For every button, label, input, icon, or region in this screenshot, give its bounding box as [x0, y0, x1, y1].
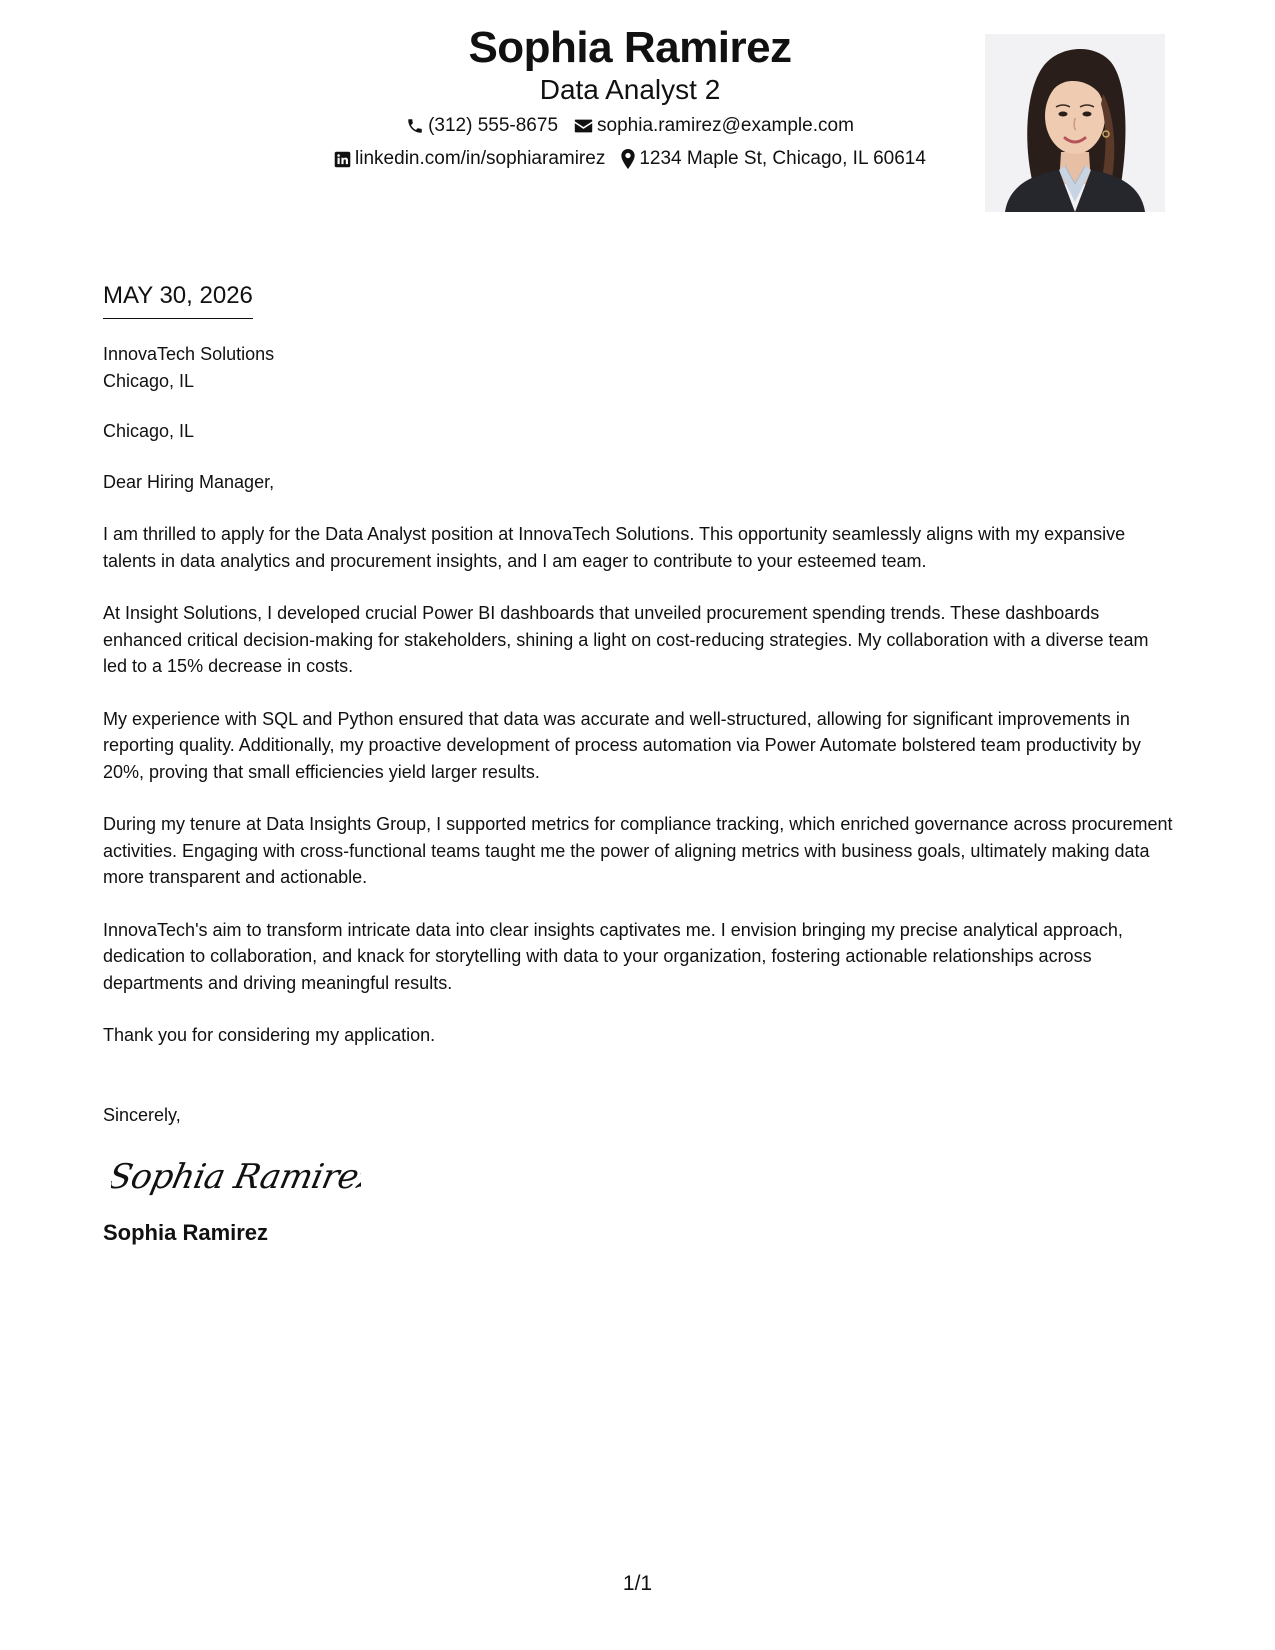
- profile-photo: [985, 34, 1165, 212]
- job-title: Data Analyst 2: [539, 74, 721, 105]
- body-paragraph: I am thrilled to apply for the Data Analyst position at InnovaTech Solutions. This opportunity seamlessly aligns with my expansive talents in data analytics and procurement insights, and I am eager to contribute to your esteemed team.: [103, 524, 1126, 571]
- recipient-location: Chicago, IL: [103, 370, 195, 391]
- letter-date: MAY 30, 2026: [103, 280, 253, 319]
- phone-text: (312) 555-8675: [428, 115, 559, 136]
- recipient-block: [103, 341, 1173, 445]
- closing: Sincerely,: [103, 1104, 181, 1125]
- email-text[interactable]: sophia.ramirez@example.com: [597, 115, 854, 136]
- thanks-line: Thank you for considering my application.: [103, 1025, 436, 1045]
- contact-row: [230, 147, 1030, 171]
- linkedin-text[interactable]: linkedin.com/in/sophiaramirez: [355, 148, 606, 169]
- page-number: 1/1: [622, 1572, 653, 1595]
- address-text: 1234 Maple St, Chicago, IL 60614: [639, 148, 926, 169]
- contact-address: [621, 147, 926, 171]
- contact-email[interactable]: [574, 114, 854, 138]
- body-paragraph: My experience with SQL and Python ensured that data was accurate and well-structured, allowing for significant improvements in reporting quality. Additionally, my proactive development of process automation via Power Automate bolstered team productivity by 20%, proving that small efficiencies yield larger results.: [103, 708, 1141, 782]
- phone-icon: [406, 117, 424, 135]
- header-info: [230, 22, 1030, 171]
- letter-body: [103, 280, 1173, 1248]
- svg-text:Sophia Ramirez: Sophia Ramirez: [111, 1157, 361, 1197]
- body-paragraph: InnovaTech's aim to transform intricate data into clear insights captivates me. I envision bringing my precise analytical approach, dedication to collaboration, and knack for storytelling with data to your organization, fostering actionable relationships across departments and driving meaningful results.: [103, 919, 1123, 993]
- body-paragraph: During my tenure at Data Insights Group, I supported metrics for compliance tracking, which enriched governance across procurement activities. Engaging with cross-functional teams taught me the power of aligning metrics with business goals, ultimately making data more transparent and actionable.: [103, 814, 1173, 887]
- recipient-location-secondary: Chicago, IL: [103, 421, 195, 441]
- contact-row: [230, 114, 1030, 138]
- signature: [111, 1148, 361, 1204]
- body-paragraph: At Insight Solutions, I developed crucial Power BI dashboards that unveiled procurement spending trends. These dashboards enhanced critical decision-making for stakeholders, shining a light on cost-reducing strategies. My collaboration with a diverse team led to a 15% decrease in costs.: [103, 603, 1149, 676]
- signer-name: Sophia Ramirez: [103, 1220, 269, 1245]
- linkedin-icon: [334, 151, 351, 168]
- map-pin-icon: [621, 149, 635, 169]
- salutation: Dear Hiring Manager,: [103, 471, 275, 492]
- contact-phone: [406, 114, 558, 138]
- contact-linkedin[interactable]: [334, 147, 605, 171]
- recipient-company: InnovaTech Solutions: [103, 344, 275, 364]
- envelope-icon: [574, 118, 593, 134]
- applicant-name: Sophia Ramirez: [468, 23, 792, 72]
- header: [0, 0, 1275, 220]
